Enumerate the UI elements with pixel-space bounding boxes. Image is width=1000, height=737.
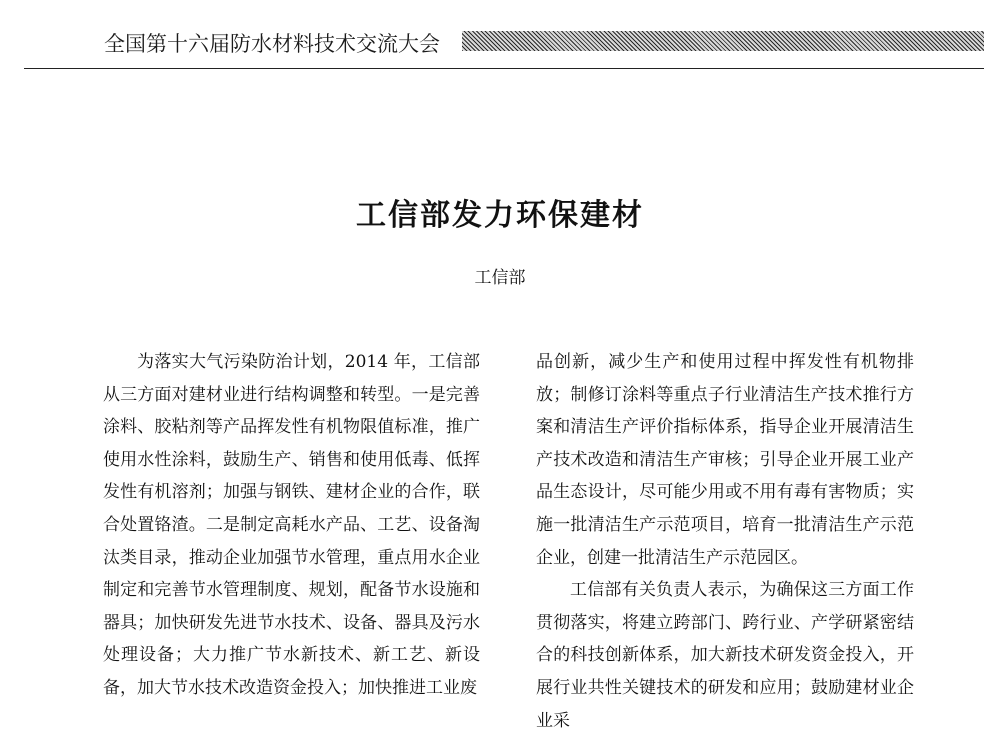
article-title: 工信部发力环保建材: [356, 198, 644, 233]
header-divider: [24, 68, 984, 69]
left-column: [103, 346, 480, 705]
right-column: [536, 346, 914, 737]
body-paragraph: 为落实大气污染防治计划，2014 年，工信部从三方面对建材业进行结构调整和转型。一是完善涂料、胶粘剂等产品挥发性有机物限值标准，推广使用水性涂料，鼓励生产、销售和使用低毒、低挥发性有机溶剂；加强与钢铁、建材企业的合作，联合处置铬渣。二是制定高耗水产品、工艺、设备淘汰类目录，推动企业加强节水管理，重点用水企业制定和完善节水管理制度、规划，配备节水设施和器具；加快研发先进节水技术、设备、器具及污水处理设备；大力推广节水新技术、新工艺、新设备，加大节水技术改造资金投入；加快推进工业废: [103, 352, 480, 698]
body-paragraph-continued: 品创新，减少生产和使用过程中挥发性有机物排放；制修订涂料等重点子行业清洁生产技术推行方案和清洁生产评价指标体系，指导企业开展清洁生产技术改造和清洁生产审核；引导企业开展工业产品生态设计，尽可能少用或不用有毒有害物质；实施一批清洁生产示范项目，培育一批清洁生产示范企业，创建一批清洁生产示范园区。: [536, 352, 914, 568]
body-paragraph: 工信部有关负责人表示，为确保这三方面工作贯彻落实，将建立跨部门、跨行业、产学研紧密结合的科技创新体系，加大新技术研发资金投入，开展行业共性关键技术的研发和应用；鼓励建材业企业采: [536, 580, 914, 731]
conference-header: 全国第十六届防水材料技术交流大会: [104, 32, 440, 56]
header-pattern-band: [462, 31, 984, 51]
article-author: 工信部: [474, 268, 526, 288]
